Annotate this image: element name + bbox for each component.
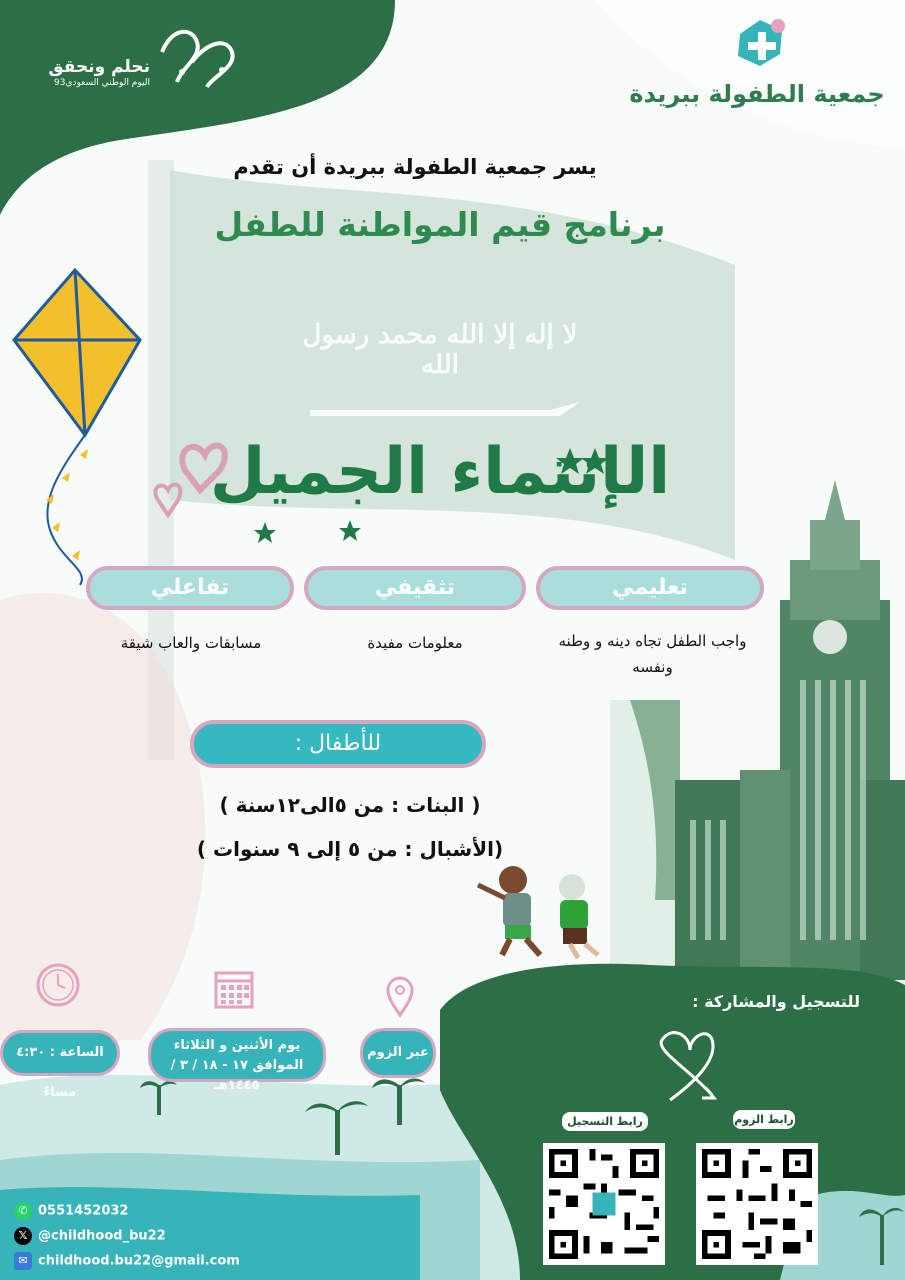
location-pin-icon (385, 975, 415, 1019)
theme-title: الإنتماء الجميل (209, 435, 671, 509)
age-girls: ( البنات : من ٥الى١٢سنة ) (219, 793, 481, 817)
location-pill (360, 1028, 436, 1078)
email-icon: ✉ (14, 1252, 32, 1270)
org-name: جمعية الطفولة ببريدة (629, 80, 885, 108)
calendar-icon (213, 968, 255, 1010)
intro-text: يسر جمعية الطفولة ببريدة أن تقدم (233, 155, 597, 179)
pillar-educational: تعليمي (536, 566, 764, 610)
national-day-slogan: نحلم ونحقق (48, 57, 150, 77)
pillar-interactive-desc: مسابقات والعاب شيقة (120, 634, 262, 652)
register-link-label: رابط التسجيل (562, 1112, 648, 1131)
age-boys: (الأشبال : من ٥ إلى ٩ سنوات ) (196, 837, 504, 861)
national-day-text (40, 57, 150, 88)
register-qr-code[interactable] (543, 1143, 665, 1265)
event-days: يوم الأثنين و الثلاثاء (173, 1038, 301, 1053)
event-date: الموافق ١٧ - ١٨ / ٣ / ١٤٤٥هـ (170, 1058, 304, 1093)
time-pill (0, 1030, 120, 1100)
event-location: عبر الزوم (367, 1045, 429, 1060)
program-title: برنامج قيم المواطنة للطفل (214, 205, 666, 244)
children-illustration (478, 866, 598, 958)
email-address: childhood.bu22@gmail.com (38, 1253, 240, 1269)
pillar-cultural-desc: معلومات مفيدة (367, 634, 463, 652)
zoom-link-label: رابط الزوم (733, 1110, 795, 1129)
pillar-educational-desc: واجب الطفل تجاه دينه و وطنه ونفسه (558, 632, 747, 676)
whatsapp-icon: ✆ (14, 1202, 32, 1220)
pillar-interactive: تفاعلي (86, 566, 294, 610)
clock-icon (35, 962, 81, 1008)
org-logo (730, 14, 790, 72)
registration-title: للتسجيل والمشاركة : (692, 992, 860, 1011)
flag-sword (300, 390, 590, 430)
x-icon: 𝕏 (14, 1227, 32, 1245)
national-day-caption: اليوم الوطني السعودي93 (54, 78, 150, 88)
kite-illustration (14, 270, 140, 585)
event-time: الساعة : ٤:٣٠ مساءً (16, 1045, 104, 1100)
contact-phone (14, 1202, 128, 1220)
x-handle: @childhood_bu22 (38, 1228, 166, 1244)
national-day-logo (152, 22, 242, 92)
contact-x (14, 1227, 166, 1245)
date-pill (148, 1028, 326, 1093)
flag-shahada: لا إله إلا الله محمد رسول الله (302, 320, 578, 380)
pillar-cultural: تثقيفي (304, 566, 526, 610)
audience-label: للأطفال : (190, 720, 486, 768)
contact-email (14, 1252, 240, 1270)
phone-number: 0551452032 (38, 1203, 129, 1219)
zoom-qr-code[interactable] (696, 1143, 818, 1265)
